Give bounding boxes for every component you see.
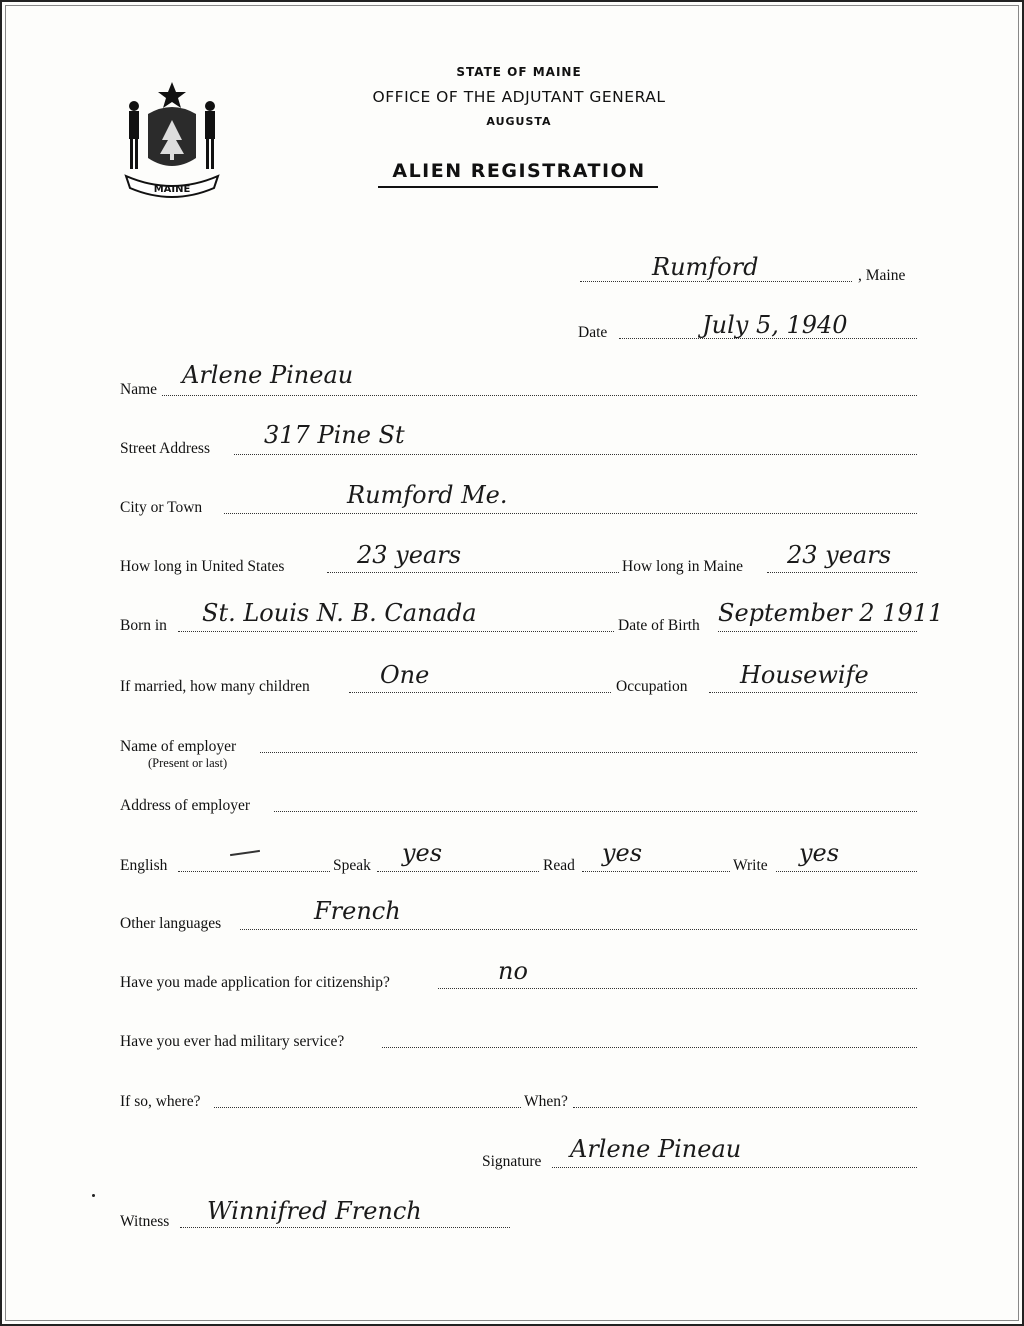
how-long-maine-value: 23 years [787,541,892,569]
city-label: City or Town [120,499,203,516]
military-label: Have you ever had military service? [120,1033,345,1050]
read-line [582,871,730,872]
born-in-line [178,631,614,632]
date-label: Date [578,324,608,341]
when-line [573,1107,917,1108]
date-of-birth-value: September 2 1911 [718,599,944,627]
where-line [214,1107,521,1108]
occupation-value: Housewife [740,661,869,689]
write-label: Write [733,857,768,874]
street-address-line [234,454,917,455]
military-line [382,1047,917,1048]
employer-name-line [260,752,917,753]
name-label: Name [120,381,158,398]
place-line [580,281,852,282]
read-value: yes [602,839,643,867]
english-line [178,871,330,872]
speak-label: Speak [333,857,371,874]
speak-value: yes [402,839,443,867]
street-address-label: Street Address [120,440,210,457]
citizenship-label: Have you made application for citizenship? [120,974,390,991]
state-heading: STATE OF MAINE [456,65,582,79]
how-long-us-value: 23 years [357,541,462,569]
children-value: One [380,661,430,689]
read-label: Read [543,857,575,874]
citizenship-value: no [498,957,528,985]
when-label: When? [524,1093,568,1110]
city-line [224,513,917,514]
other-languages-label: Other languages [120,915,222,932]
other-languages-line [240,929,917,930]
witness-label: Witness [120,1213,170,1230]
witness-value: Winnifred French [207,1197,422,1225]
children-label: If married, how many children [120,678,310,695]
date-of-birth-line [718,631,917,632]
name-value: Arlene Pineau [182,361,354,389]
born-in-value: St. Louis N. B. Canada [202,599,477,627]
place-value: Rumford [652,253,759,281]
employer-address-line [274,811,917,812]
other-languages-value: French [314,897,401,925]
place-suffix: , Maine [858,267,906,284]
city-value: Rumford Me. [347,481,508,509]
ink-speck [92,1194,95,1197]
children-line [349,692,611,693]
employer-name-label: Name of employer [120,738,237,755]
write-line [776,871,917,872]
employer-name-sublabel: (Present or last) [148,756,228,770]
employer-address-label: Address of employer [120,797,250,814]
signature-line [552,1167,917,1168]
form-title: ALIEN REGISTRATION [392,160,646,182]
title-underline [378,186,658,188]
where-label: If so, where? [120,1093,201,1110]
occupation-label: Occupation [616,678,688,695]
seal-banner-text: MAINE [153,184,191,195]
english-label: English [120,857,168,874]
how-long-maine-label: How long in Maine [622,558,743,575]
speak-line [377,871,539,872]
how-long-us-line [327,572,619,573]
how-long-maine-line [767,572,917,573]
date-of-birth-label: Date of Birth [618,617,700,634]
occupation-line [709,692,917,693]
office-heading: OFFICE OF THE ADJUTANT GENERAL [372,88,666,106]
signature-value: Arlene Pineau [570,1135,742,1163]
witness-line [180,1227,510,1228]
name-line [162,395,917,396]
date-value: July 5, 1940 [702,311,848,339]
city-heading: AUGUSTA [486,115,552,128]
citizenship-line [438,988,917,989]
street-address-value: 317 Pine St [264,421,405,449]
signature-label: Signature [482,1153,542,1170]
born-in-label: Born in [120,617,167,634]
write-value: yes [799,839,840,867]
how-long-us-label: How long in United States [120,558,285,575]
